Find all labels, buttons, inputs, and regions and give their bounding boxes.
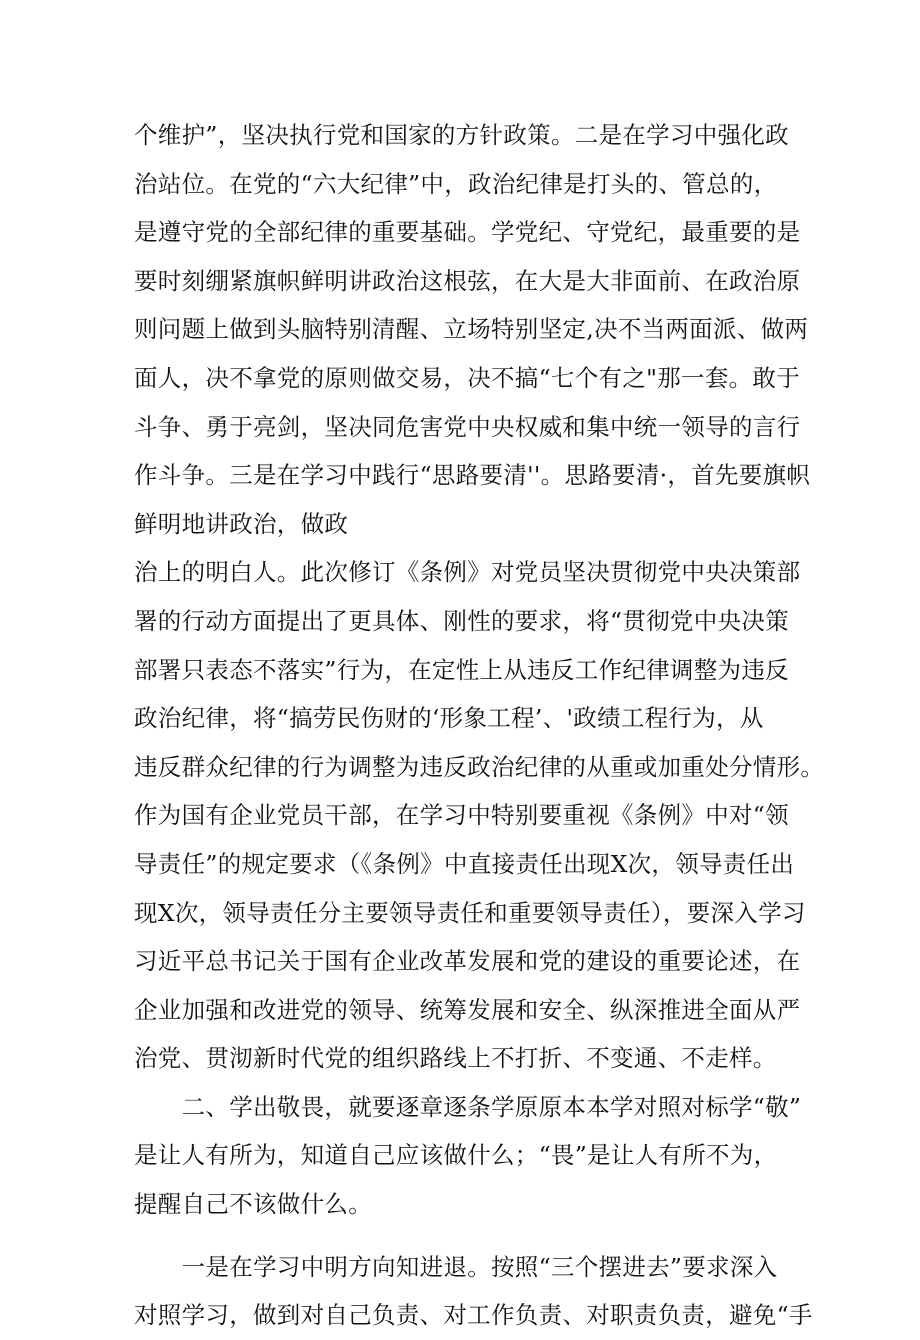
text-line: 政治纪律，将“搞劳民伤财的‘形象工程’、'政绩工程行为，从 [134, 704, 764, 733]
text-line: 个维护”，坚决执行党和国家的方针政策。二是在学习中强化政 [134, 121, 789, 149]
text-line: 违反群众纪律的行为调整为违反政治纪律的从重或加重处分情形。 [134, 752, 825, 781]
text-line: 作斗争。三是在学习中践行“思路要清''。思路要清·，首先要旗帜 [134, 461, 811, 490]
text-line: 是让人有所为，知道自己应该做什么；“畏”是让人有所不为， [134, 1141, 778, 1170]
text-line: 部署只表态不落实”行为，在定性上从违反工作纪律调整为违反 [134, 655, 789, 684]
text-line: 导责任”的规定要求（《条例》中直接责任出现X次，领导责任出 [134, 849, 795, 878]
text-line: 面人，决不拿党的原则做交易，决不搞“七个有之"那一套。敢于 [134, 363, 801, 392]
document-body [134, 111, 825, 1340]
paragraph-start-line: 一是在学习中明方向知进退。按照“三个摆进去”要求深入 [134, 1252, 778, 1281]
text-line: 治上的明白人。此次修订《条例》对党员坚决贯彻党中央决策部 [134, 558, 801, 587]
text-line: 习近平总书记关于国有企业改革发展和党的建设的重要论述，在 [134, 947, 801, 976]
text-line: 对照学习，做到对自己负责、对工作负责、对职责负责，避免“手 [134, 1301, 813, 1330]
text-line: 要时刻绷紧旗帜鲜明讲政治这根弦，在大是大非面前、在政治原 [134, 266, 801, 295]
text-line: 鲜明地讲政治，做政 [134, 509, 349, 538]
text-line: 斗争、勇于亮剑，坚决同危害党中央权威和集中统一领导的言行 [134, 412, 801, 441]
text-line: 是遵守党的全部纪律的重要基础。学党纪、守党纪，最重要的是 [134, 218, 801, 247]
text-line: 署的行动方面提出了更具体、刚性的要求，将“贯彻党中央决策 [134, 606, 789, 635]
text-line: 治党、贯沏新时代党的组织路线上不打折、不变通、不走样。 [134, 1044, 777, 1073]
paragraph-heading-line: 二、学出敬畏，就要逐章逐条学原原本本学对照对标学“敬” [134, 1092, 802, 1121]
text-line: 则问题上做到头脑特别清醒、立场特别坚定,决不当两面派、做两 [134, 315, 809, 344]
text-line: 作为国有企业党员干部，在学习中特别要重视《条例》中对“领 [134, 801, 789, 830]
text-line: 提醒自己不该做什么。 [134, 1190, 372, 1219]
text-line: 治站位。在党的“六大纪律”中，政治纪律是打头的、管总的， [134, 169, 778, 198]
text-line: 企业加强和改进党的领导、统筹发展和安全、纵深推进全面从严 [134, 995, 801, 1024]
text-line: 现X次，领导责任分主要领导责任和重要领导责任），要深入学习 [134, 898, 806, 927]
